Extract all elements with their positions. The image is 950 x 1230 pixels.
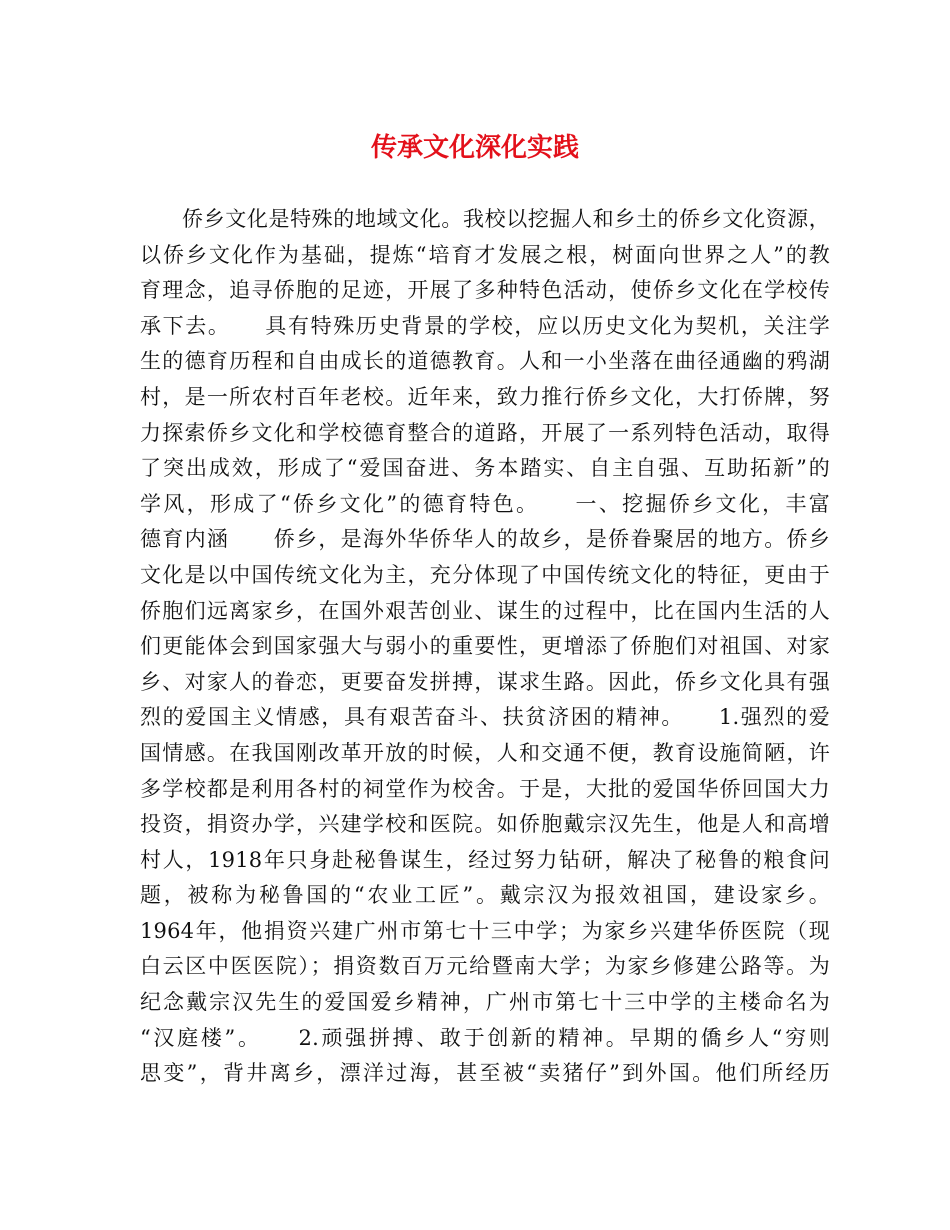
body-line: 乡、对家人的眷恋，更要奋发拼搏，谋求生路。因此，侨乡文化具有强 (140, 669, 830, 694)
body-line: 育理念，追寻侨胞的足迹，开展了多种特色活动，使侨乡文化在学校传 (140, 278, 830, 303)
body-line: 文化是以中国传统文化为主，充分体现了中国传统文化的特征，更由于 (140, 562, 830, 587)
body-line: 学风，形成了“侨乡文化”的德育特色。 一、挖掘侨乡文化，丰富 (140, 491, 830, 516)
body-line: 投资，捐资办学，兴建学校和医院。如侨胞戴宗汉先生，他是人和高增 (140, 812, 830, 837)
body-line: 村，是一所农村百年老校。近年来，致力推行侨乡文化，大打侨牌，努 (140, 384, 830, 409)
body-line: 了突出成效，形成了“爱国奋进、务本踏实、自主自强、互助拓新”的 (140, 456, 830, 481)
body-line: 烈的爱国主义情感，具有艰苦奋斗、扶贫济困的精神。 1.强烈的爱 (140, 705, 830, 730)
body-line: 多学校都是利用各村的祠堂作为校舍。于是，大批的爱国华侨回国大力 (140, 776, 830, 801)
body-line: 德育内涵 侨乡，是海外华侨华人的故乡，是侨眷聚居的地方。侨乡 (140, 527, 830, 552)
body-line: 思变”，背井离乡，漂洋过海，甚至被“卖猪仔”到外国。他们所经历 (140, 1061, 830, 1086)
body-line: 承下去。 具有特殊历史背景的学校，应以历史文化为契机，关注学 (140, 313, 830, 338)
body-line: 以侨乡文化作为基础，提炼“培育才发展之根，树面向世界之人”的教 (140, 242, 830, 267)
body-line: 们更能体会到国家强大与弱小的重要性，更增添了侨胞们对祖国、对家 (140, 634, 830, 659)
body-line: 1964年，他捐资兴建广州市第七十三中学；为家乡兴建华侨医院（现 (140, 918, 830, 943)
body-line: 侨胞们远离家乡，在国外艰苦创业、谋生的过程中，比在国内生活的人 (140, 598, 830, 623)
body-line: 力探索侨乡文化和学校德育整合的道路，开展了一系列特色活动，取得 (140, 420, 830, 445)
body-line: 生的德育历程和自由成长的道德教育。人和一小坐落在曲径通幽的鸦湖 (140, 349, 830, 374)
body-line: 白云区中医医院）；捐资数百万元给暨南大学；为家乡修建公路等。为 (140, 954, 830, 979)
body-line: 侨乡文化是特殊的地域文化。我校以挖掘人和乡土的侨乡文化资源， (182, 207, 830, 231)
body-line: 村人，1918年只身赴秘鲁谋生，经过努力钻研，解决了秘鲁的粮食问 (140, 847, 830, 872)
body-line: 纪念戴宗汉先生的爱国爱乡精神，广州市第七十三中学的主楼命名为 (140, 990, 830, 1015)
body-line: 国情感。在我国刚改革开放的时候，人和交通不便，教育设施简陋，许 (140, 740, 830, 765)
body-line: “汉庭楼”。 2.顽强拼搏、敢于创新的精神。早期的僑乡人“穷则 (140, 1025, 830, 1050)
page-title: 传承文化深化实践 (370, 133, 579, 163)
body-line: 题，被称为秘鲁国的“农业工匠”。戴宗汉为报效祖国，建设家乡。 (140, 883, 830, 908)
body-text (140, 202, 830, 1092)
